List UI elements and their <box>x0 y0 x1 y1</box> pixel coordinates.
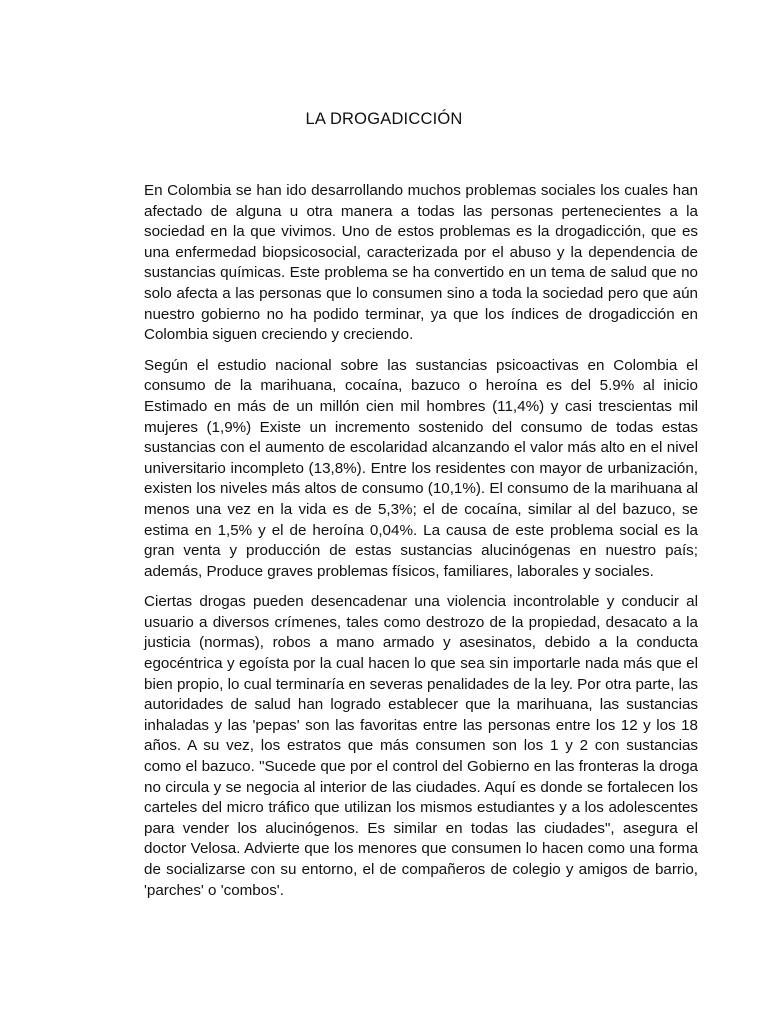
document-title: LA DROGADICCIÓN <box>305 110 463 128</box>
paragraph-3: Ciertas drogas pueden desencadenar una violencia incontrolable y conducir al usuario a diversos crímenes, tales como destrozo de la propiedad, desacato a la justicia (normas), robos a mano armado y asesinatos, debido a la conducta egocéntrica y egoísta por la cual hacen lo que sea sin importarle nada más que el bien propio, lo cual terminaría en severas penalidades de la ley. Por otra parte, las autoridades de salud han logrado establecer que la marihuana, las sustancias inhaladas y las 'pepas' son las favoritas entre las personas entre los 12 y los 18 años. A su vez, los estratos que más consumen son los 1 y 2 con sustancias como el bazuco. "Sucede que por el control del Gobierno en las fronteras la droga no circula y se negocia al interior de las ciudades. Aquí es donde se fortalecen los carteles del micro tráfico que utilizan los mismos estudiantes y a los adolescentes para vender los alucinógenos. Es similar en todas las ciudades", asegura el doctor Velosa. Advierte que los menores que consumen lo hacen como una forma de socializarse con su entorno, el de compañeros de colegio y amigos de barrio, 'parches' o 'combos'. <box>144 593 698 899</box>
paragraph-2: Según el estudio nacional sobre las sustancias psicoactivas en Colombia el consumo de la marihuana, cocaína, bazuco o heroína es del 5.9% al inicio Estimado en más de un millón cien mil hombres (11,4%) y casi trescientas mil mujeres (1,9%) Existe un incremento sostenido del consumo de todas estas sustancias con el aumento de escolaridad alcanzando el valor más alto en el nivel universitario incompleto (13,8%). Entre los residentes con mayor de urbanización, existen los niveles más altos de consumo (10,1%). El consumo de la marihuana al menos una vez en la vida es de 5,3%; el de cocaína, similar al del bazuco, se estima en 1,5% y el de heroína 0,04%. La causa de este problema social es la gran venta y producción de estas sustancias alucinógenas en nuestro país; además, Produce graves problemas físicos, familiares, laborales y sociales. <box>144 356 698 580</box>
document-body <box>144 181 698 911</box>
paragraph-1: En Colombia se han ido desarrollando muchos problemas sociales los cuales han afectado de alguna u otra manera a todas las personas pertenecientes a la sociedad en la que vivimos. Uno de estos problemas es la drogadicción, que es una enfermedad biopsicosocial, caracterizada por el abuso y la dependencia de sustancias químicas. Este problema se ha convertido en un tema de salud que no solo afecta a las personas que lo consumen sino a toda la sociedad pero que aún nuestro gobierno no ha podido terminar, ya que los índices de drogadicción en Colombia siguen creciendo y creciendo. <box>144 182 698 344</box>
